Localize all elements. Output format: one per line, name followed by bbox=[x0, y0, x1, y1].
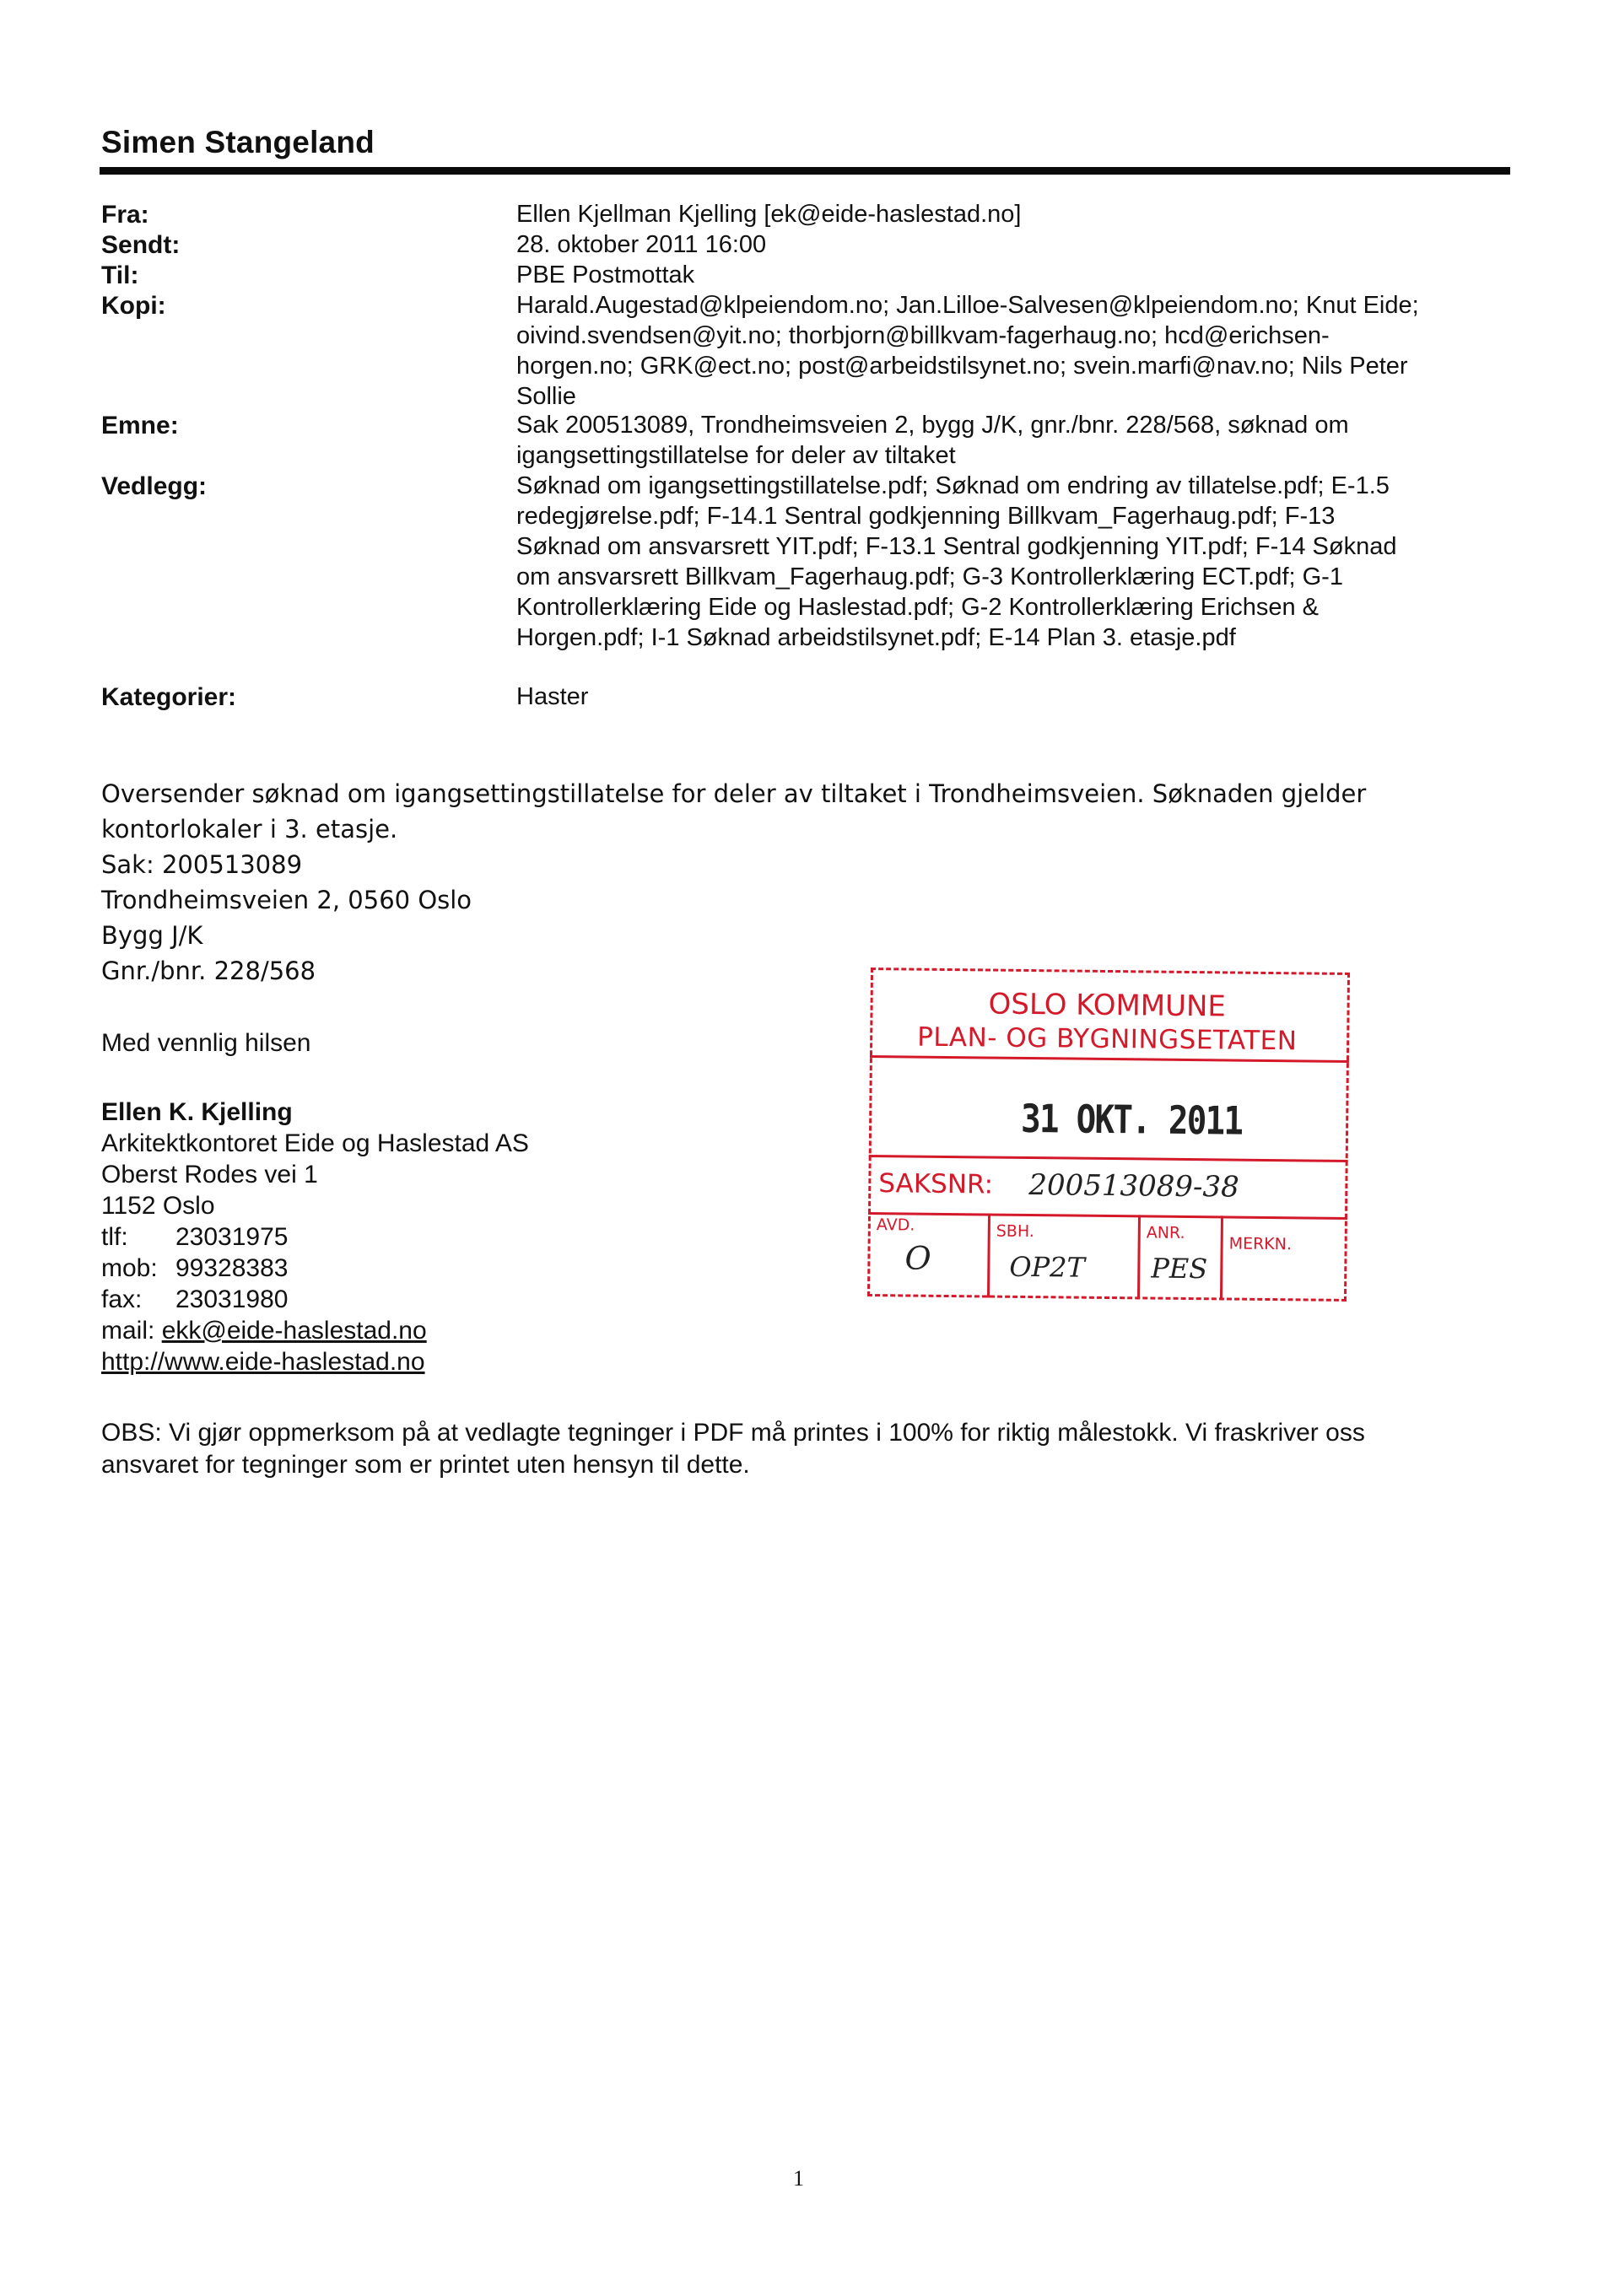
categories-label: Kategorier: bbox=[101, 683, 237, 711]
attachment-line: redegjørelse.pdf; F-14.1 Sentral godkjenning Billkvam_Fagerhaug.pdf; F-13 bbox=[516, 503, 1336, 530]
signature-city: 1152 Oslo bbox=[101, 1192, 215, 1220]
subject-line: Sak 200513089, Trondheimsveien 2, bygg J/K, gnr./bnr. 228/568, søknad om bbox=[516, 412, 1349, 439]
cc-line: horgen.no; GRK@ect.no; post@arbeidstilsynet.no; svein.marfi@nav.no; Nils Peter bbox=[516, 353, 1408, 380]
header-divider bbox=[100, 167, 1510, 175]
to-value: PBE Postmottak bbox=[516, 261, 695, 288]
cc-line: oivind.svendsen@yit.no; thorbjorn@billkvam-fagerhaug.no; hcd@erichsen- bbox=[516, 322, 1330, 349]
cc-line: Harald.Augestad@klpeiendom.no; Jan.Lilloe-Salvesen@klpeiendom.no; Knut Eide; bbox=[516, 292, 1419, 319]
mobile-label: mob: bbox=[101, 1254, 158, 1282]
stamp-saksnr-label: SAKSNR: bbox=[878, 1168, 994, 1200]
attachment-line: Kontrollerklæring Eide og Haslestad.pdf; G-2 Kontrollerklæring Erichsen & bbox=[516, 594, 1319, 621]
website-link[interactable]: http://www.eide-haslestad.no bbox=[101, 1348, 425, 1376]
body-line: kontorlokaler i 3. etasje. bbox=[101, 815, 398, 843]
stamp-sbh-value: OP2T bbox=[1009, 1250, 1086, 1284]
signature-web-row bbox=[101, 1346, 529, 1377]
cc-label: Kopi: bbox=[101, 292, 166, 320]
drawing-scale-notice bbox=[101, 1417, 1519, 1481]
phone-number: 23031975 bbox=[175, 1223, 289, 1251]
email-link[interactable]: ekk@eide-haslestad.no bbox=[161, 1317, 427, 1345]
notice-line: OBS: Vi gjør oppmerksom på at vedlagte tegninger i PDF må printes i 100% for riktig målestokk. Vi fraskriver oss bbox=[101, 1419, 1365, 1447]
stamp-sbh-label: SBH. bbox=[996, 1221, 1034, 1242]
stamp-anr-label: ANR. bbox=[1146, 1223, 1185, 1242]
received-stamp bbox=[867, 967, 1350, 1302]
attachment-line: om ansvarsrett Billkvam_Fagerhaug.pdf; G-3 Kontrollerklæring ECT.pdf; G-1 bbox=[516, 563, 1343, 590]
stamp-anr-value: PES bbox=[1151, 1252, 1208, 1285]
sent-label: Sendt: bbox=[101, 231, 181, 259]
page-number: 1 bbox=[793, 2166, 804, 2191]
fax-number: 23031980 bbox=[175, 1285, 289, 1313]
signature-mail-row bbox=[101, 1315, 529, 1346]
cc-value bbox=[516, 290, 1512, 412]
from-value: Ellen Kjellman Kjelling [ek@eide-haslestad.no] bbox=[516, 201, 1022, 228]
fax-label: fax: bbox=[101, 1285, 143, 1313]
mailbox-owner-name: Simen Stangeland bbox=[101, 125, 375, 159]
attachments-value bbox=[516, 471, 1512, 653]
stamp-avd-value: O bbox=[904, 1239, 931, 1277]
sent-value: 28. oktober 2011 16:00 bbox=[516, 231, 767, 258]
signature-mobile-row bbox=[101, 1253, 529, 1284]
signature-company: Arkitektkontoret Eide og Haslestad AS bbox=[101, 1129, 529, 1157]
signature-fax-row bbox=[101, 1284, 529, 1315]
signature-block bbox=[101, 1097, 529, 1377]
subject-label: Emne: bbox=[101, 412, 179, 439]
stamp-org-line1: OSLO KOMMUNE bbox=[988, 987, 1227, 1024]
stamp-merkn-label: MERKN. bbox=[1228, 1234, 1293, 1254]
attachment-line: Horgen.pdf; I-1 Søknad arbeidstilsynet.pdf; E-14 Plan 3. etasje.pdf bbox=[516, 624, 1236, 651]
attachment-line: Søknad om ansvarsrett YIT.pdf; F-13.1 Sentral godkjenning YIT.pdf; F-14 Søknad bbox=[516, 533, 1397, 560]
body-line: Sak: 200513089 bbox=[101, 850, 303, 879]
mail-label: mail: bbox=[101, 1317, 155, 1345]
categories-value: Haster bbox=[516, 683, 589, 710]
body-line: Oversender søknad om igangsettingstillatelse for deler av tiltaket i Trondheimsveien. Søknaden gjelder bbox=[101, 779, 1367, 808]
subject-value bbox=[516, 410, 1512, 471]
message-body bbox=[101, 776, 1366, 989]
greeting: Med vennlig hilsen bbox=[101, 1029, 311, 1057]
phone-label: tlf: bbox=[101, 1223, 128, 1251]
stamp-org-line2: PLAN- OG BYGNINGSETATEN bbox=[917, 1021, 1298, 1057]
cc-line: Sollie bbox=[516, 383, 576, 410]
body-line: Trondheimsveien 2, 0560 Oslo bbox=[101, 886, 472, 914]
signature-street: Oberst Rodes vei 1 bbox=[101, 1161, 318, 1188]
to-label: Til: bbox=[101, 261, 139, 289]
stamp-avd-label: AVD. bbox=[876, 1215, 915, 1235]
signature-name: Ellen K. Kjelling bbox=[101, 1098, 293, 1126]
body-line: Bygg J/K bbox=[101, 921, 203, 950]
stamp-date: 31 OKT. 2011 bbox=[1020, 1095, 1243, 1144]
stamp-saksnr-value: 200513089-38 bbox=[1028, 1168, 1240, 1205]
mobile-number: 99328383 bbox=[175, 1254, 289, 1282]
from-label: Fra: bbox=[101, 201, 149, 229]
attachment-line: Søknad om igangsettingstillatelse.pdf; Søknad om endring av tillatelse.pdf; E-1.5 bbox=[516, 472, 1390, 499]
body-line: Gnr./bnr. 228/568 bbox=[101, 957, 316, 985]
signature-phone-row bbox=[101, 1221, 529, 1253]
notice-line: ansvaret for tegninger som er printet uten hensyn til dette. bbox=[101, 1451, 750, 1479]
subject-line: igangsettingstillatelse for deler av tiltaket bbox=[516, 442, 956, 469]
attachments-label: Vedlegg: bbox=[101, 472, 208, 500]
